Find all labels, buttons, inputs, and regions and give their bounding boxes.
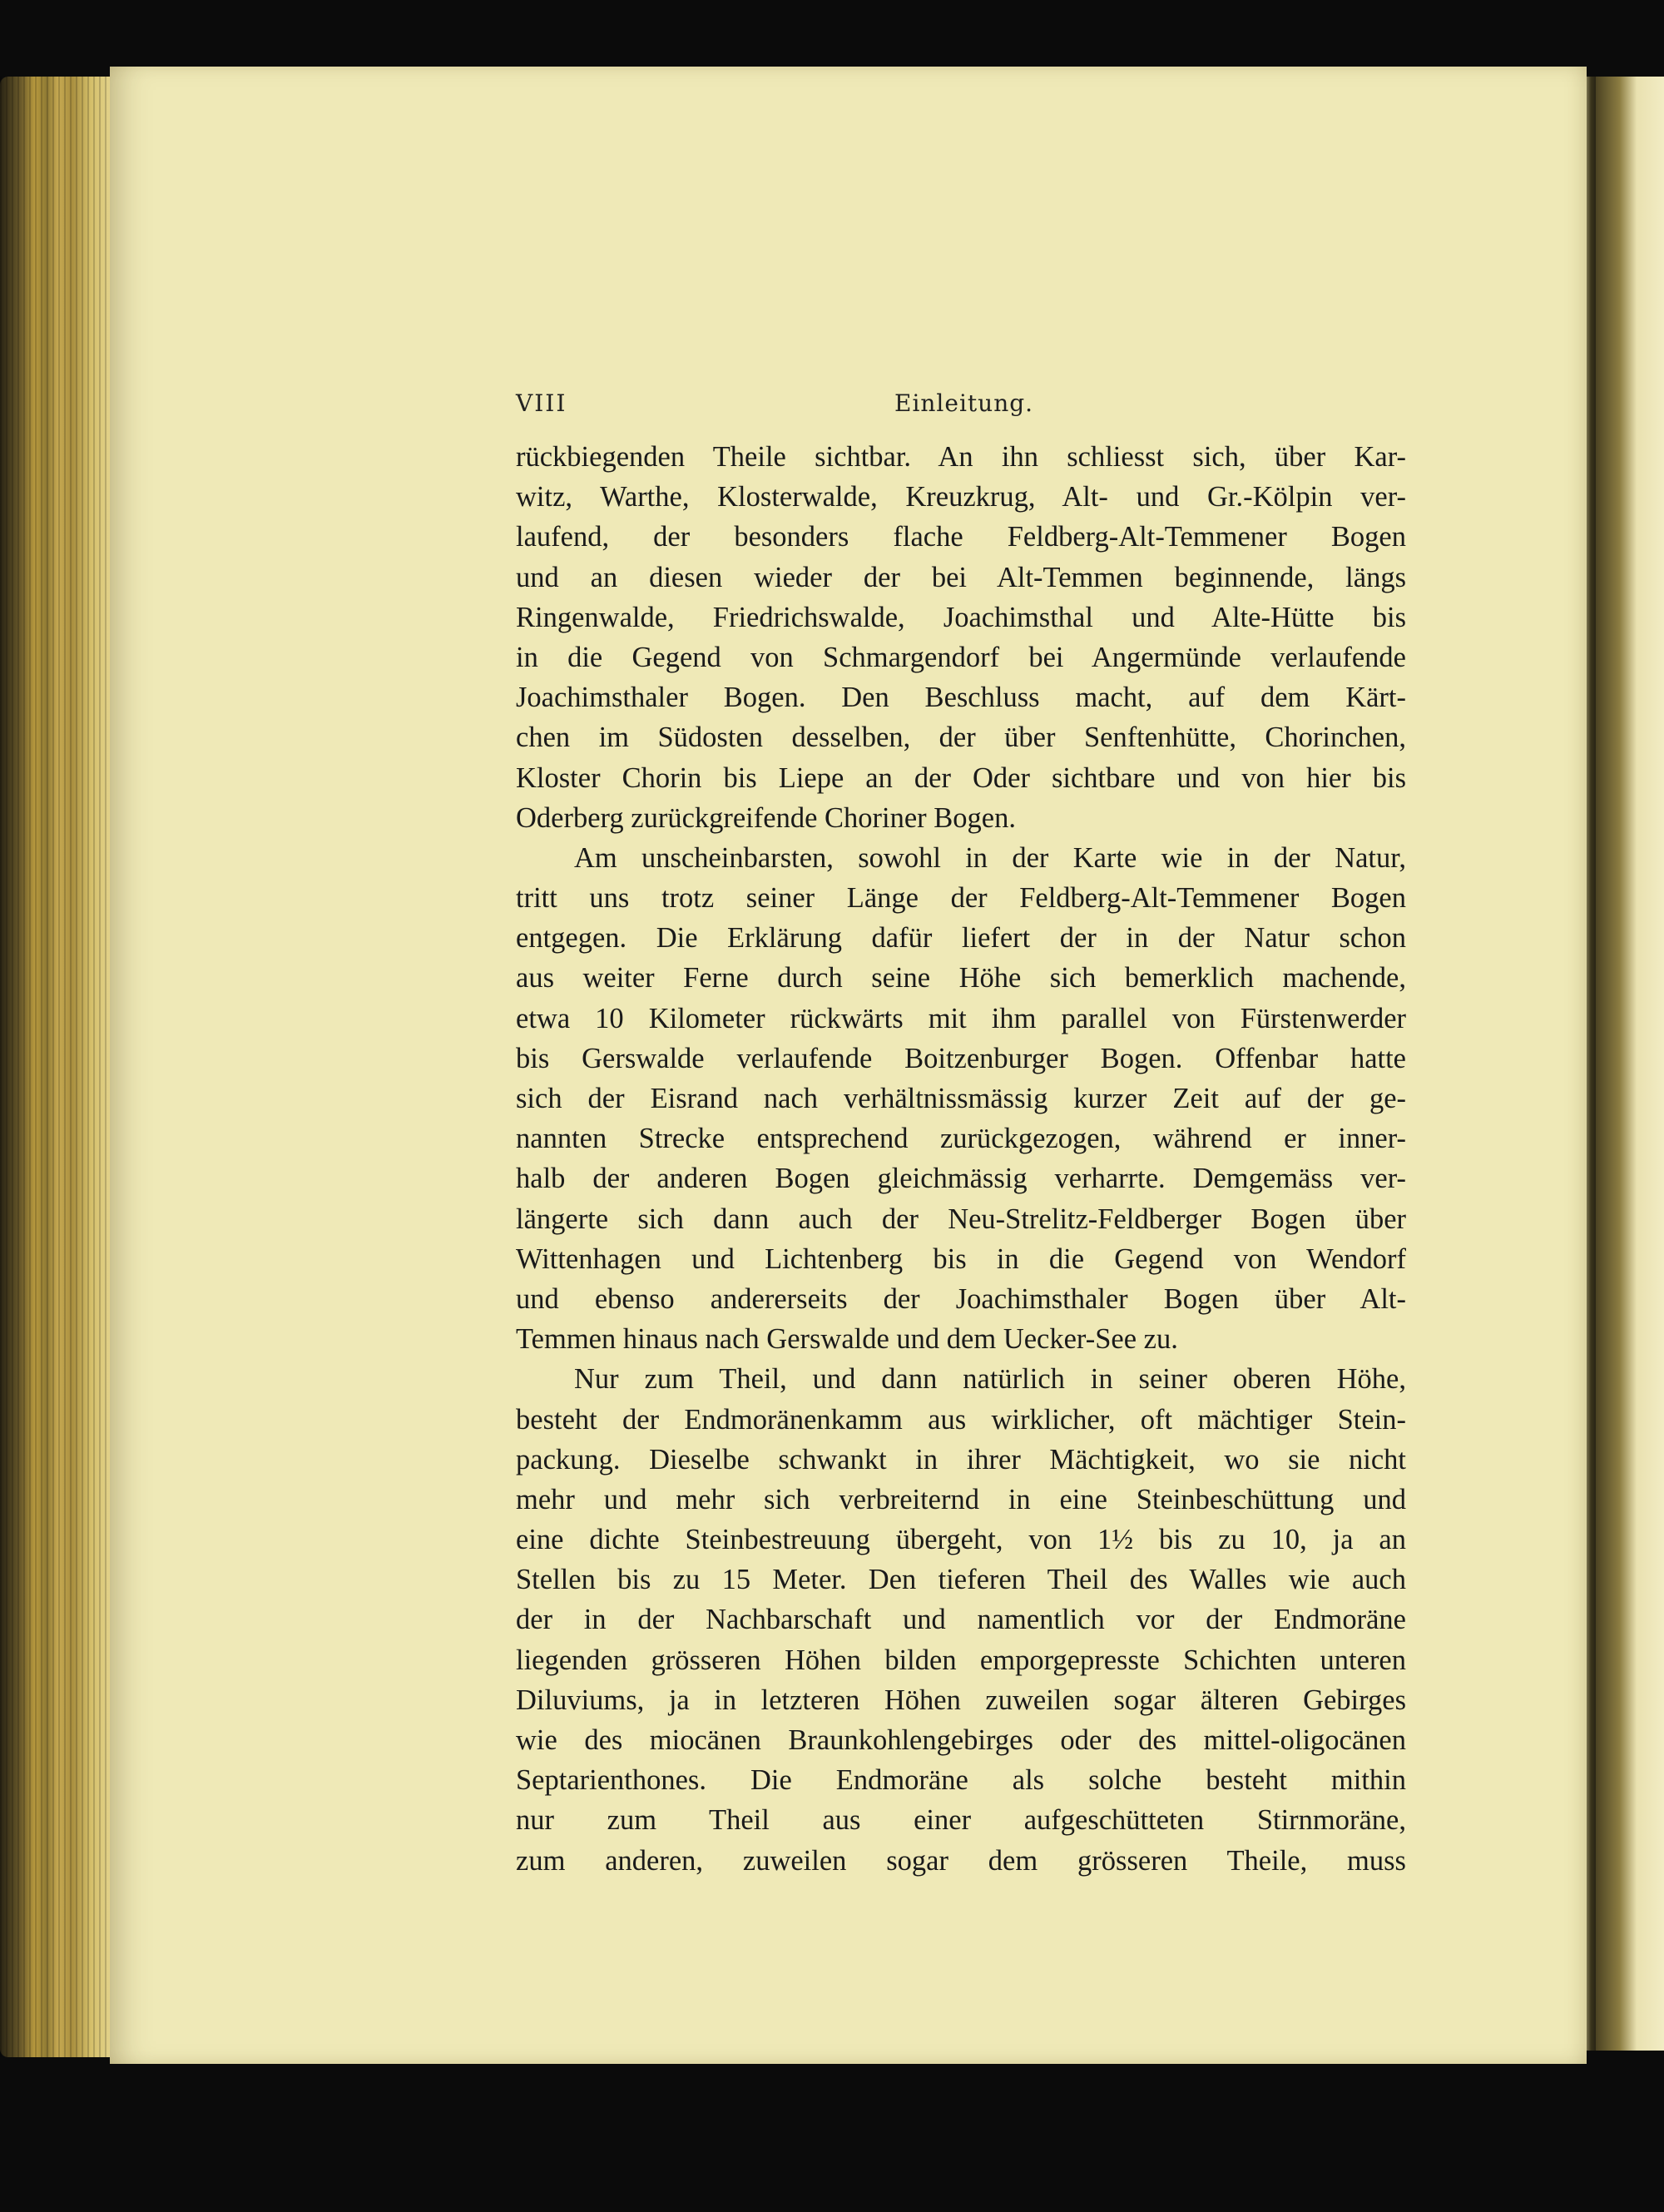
text-line: Ringenwalde, Friedrichswalde, Joachimsthal und Alte-Hütte bis <box>516 601 1406 633</box>
text-line: packung. Dieselbe schwankt in ihrer Mächtigkeit, wo sie nicht <box>516 1443 1406 1475</box>
text-line: aus weiter Ferne durch seine Höhe sich bemerklich machende, <box>516 962 1406 994</box>
text-line: mehr und mehr sich verbreiternd in eine Steinbeschüttung und <box>516 1483 1406 1515</box>
text-line: entgegen. Die Erklärung dafür liefert der in der Natur schon <box>516 922 1406 955</box>
facing-page-edge <box>1596 77 1664 2051</box>
text-line: der in der Nachbarschaft und namentlich vor der Endmoräne <box>516 1604 1406 1636</box>
text-line: Diluviums, ja in letzteren Höhen zuweilen sogar älteren Gebirges <box>516 1684 1406 1716</box>
text-line: besteht der Endmoränenkamm aus wirklicher, oft mächtiger Stein- <box>516 1403 1406 1436</box>
text-line: in die Gegend von Schmargendorf bei Angermünde verlaufende <box>516 641 1406 673</box>
page-content <box>516 316 1531 1877</box>
body-text <box>516 437 1406 1881</box>
text-line: Septarienthones. Die Endmoräne als solche besteht mithin <box>516 1764 1406 1797</box>
text-line: witz, Warthe, Klosterwalde, Kreuzkrug, Alt- und Gr.-Kölpin ver- <box>516 481 1406 513</box>
text-line: längerte sich dann auch der Neu-Strelitz-Feldberger Bogen über <box>516 1203 1406 1235</box>
running-title: Einleitung. <box>894 389 1034 417</box>
text-line: bis Gerswalde verlaufende Boitzenburger Bogen. Offenbar hatte <box>516 1042 1406 1074</box>
text-line: Stellen bis zu 15 Meter. Den tieferen Theil des Walles wie auch <box>516 1564 1406 1596</box>
text-line: liegenden grösseren Höhen bilden emporgepresste Schichten unteren <box>516 1644 1406 1676</box>
text-line: Joachimsthaler Bogen. Den Beschluss macht, auf dem Kärt- <box>516 682 1406 714</box>
text-line: Temmen hinaus nach Gerswalde und dem Uecker-See zu. <box>516 1323 1178 1356</box>
page-number: VIII <box>516 389 567 417</box>
text-line: laufend, der besonders flache Feldberg-Alt-Temmener Bogen <box>516 521 1406 553</box>
text-line: und an diesen wieder der bei Alt-Temmen beginnende, längs <box>516 561 1406 593</box>
text-line: wie des miocänen Braunkohlengebirges oder des mittel-oligocänen <box>516 1724 1406 1756</box>
text-line: halb der anderen Bogen gleichmässig verharrte. Demgemäss ver- <box>516 1163 1406 1195</box>
running-head <box>516 316 1531 417</box>
text-line: nannten Strecke entsprechend zurückgezogen, während er inner- <box>516 1123 1406 1155</box>
text-line: und ebenso andererseits der Joachimsthaler Bogen über Alt- <box>516 1282 1406 1315</box>
text-line: zum anderen, zuweilen sogar dem grösseren Theile, muss <box>516 1844 1406 1877</box>
text-line: nur zum Theil aus einer aufgeschütteten Stirnmoräne, <box>516 1804 1406 1837</box>
text-line: Kloster Chorin bis Liepe an der Oder sichtbare und von hier bis <box>516 761 1406 794</box>
book-page <box>110 67 1587 2064</box>
text-line: Nur zum Theil, und dann natürlich in seiner oberen Höhe, <box>574 1363 1406 1396</box>
text-line: tritt uns trotz seiner Länge der Feldberg-Alt-Temmener Bogen <box>516 882 1406 915</box>
text-line: eine dichte Steinbestreuung übergeht, von 1½ bis zu 10, ja an <box>516 1524 1406 1556</box>
book-page-edges <box>0 77 116 2057</box>
text-line: Oderberg zurückgreifende Choriner Bogen. <box>516 801 1016 834</box>
text-line: etwa 10 Kilometer rückwärts mit ihm parallel von Fürstenwerder <box>516 1002 1406 1034</box>
text-line: Wittenhagen und Lichtenberg bis in die Gegend von Wendorf <box>516 1242 1406 1275</box>
text-line: rückbiegenden Theile sichtbar. An ihn schliesst sich, über Kar- <box>516 441 1406 473</box>
text-line: chen im Südosten desselben, der über Senftenhütte, Chorinchen, <box>516 722 1406 754</box>
text-line: Am unscheinbarsten, sowohl in der Karte wie in der Natur, <box>574 841 1406 874</box>
text-line: sich der Eisrand nach verhältnissmässig kurzer Zeit auf der ge- <box>516 1083 1406 1114</box>
